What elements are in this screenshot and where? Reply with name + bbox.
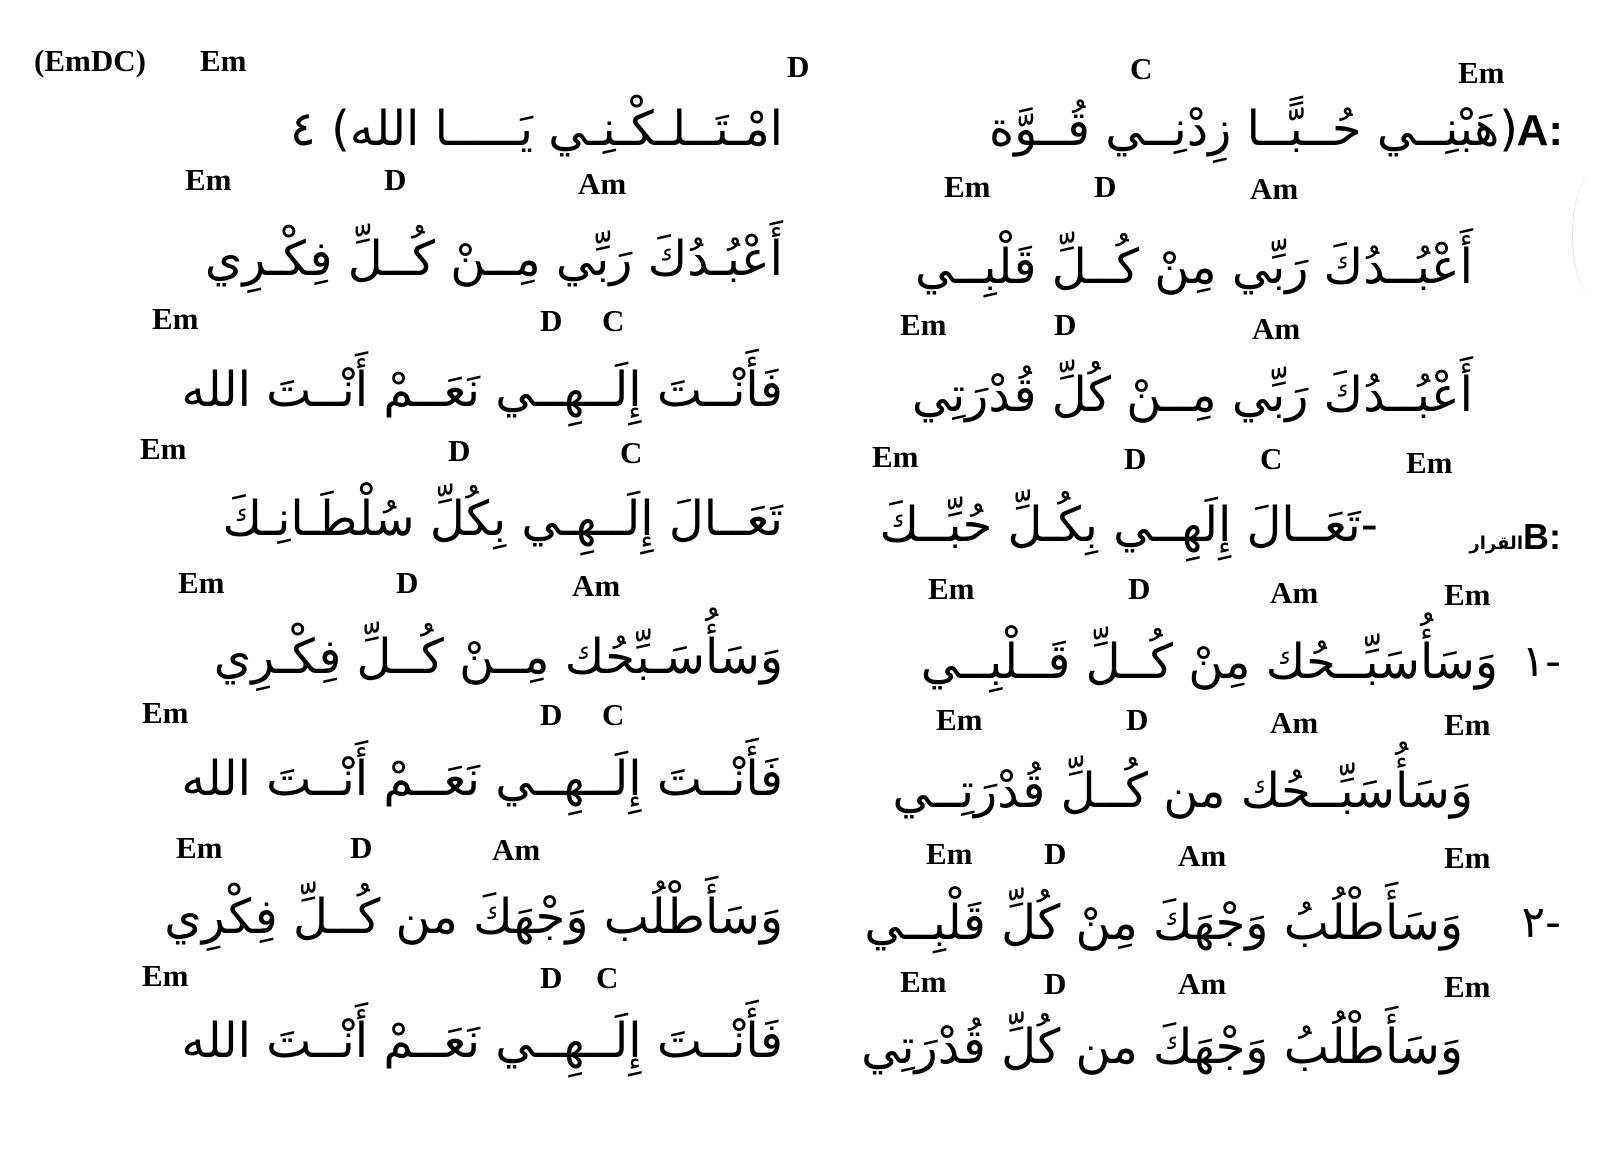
chord: Am bbox=[1178, 966, 1227, 1001]
chord: Am bbox=[578, 166, 627, 201]
section-b-letter: B: bbox=[1523, 516, 1561, 557]
chord: Em bbox=[1458, 55, 1505, 90]
chord: D bbox=[1044, 836, 1067, 871]
chord: C bbox=[602, 303, 625, 338]
verse-number-1: ١- bbox=[1521, 636, 1561, 687]
chord: D bbox=[350, 830, 373, 865]
chord: D bbox=[1124, 441, 1147, 476]
chord: Em bbox=[1444, 840, 1491, 875]
chord: Em bbox=[900, 307, 947, 342]
chord: Em bbox=[176, 830, 223, 865]
chord: D bbox=[1054, 307, 1077, 342]
lyric-line: فَأَنْــتَ إِلَــهِــي نَعَــمْ أَنْــتَ الله bbox=[181, 751, 783, 807]
chord: D bbox=[540, 697, 563, 732]
intro-chords: (EmDC) bbox=[34, 43, 146, 78]
chord: D bbox=[1128, 571, 1151, 606]
chord: C bbox=[1260, 441, 1283, 476]
chord: D bbox=[787, 49, 810, 84]
lyric-line: أَعْبُــدُكَ رَبِّي مِنْ كُــلِّ قَلْبِــي bbox=[915, 239, 1473, 295]
section-a-label: A: bbox=[1516, 106, 1563, 155]
chord: D bbox=[448, 433, 471, 468]
chord: Em bbox=[178, 565, 225, 600]
lyric-line: وَسَأُسَبِّــحُك من كُــلِّ قُدْرَتِــي bbox=[892, 763, 1473, 819]
chord: D bbox=[540, 960, 563, 995]
lyric-line: أَعْبُــدُكَ رَبِّي مِــنْ كُلِّ قُدْرَتِي bbox=[911, 367, 1473, 423]
chord: Am bbox=[1270, 705, 1319, 740]
lyric-line: أَعْبُـدُكَ رَبِّي مِــنْ كُــلِّ فِكْـرِي bbox=[204, 231, 783, 287]
lyric-line: وَسَأَطْلُبُ وَجْهَكَ من كُلِّ قُدْرَتِي bbox=[861, 1019, 1463, 1075]
section-b-tag: القرار bbox=[1469, 533, 1523, 554]
chord: Em bbox=[900, 964, 947, 999]
chord: D bbox=[1094, 169, 1117, 204]
chord: Am bbox=[1270, 575, 1319, 610]
chord: C bbox=[620, 435, 643, 470]
scan-edge-mark bbox=[1572, 175, 1613, 295]
chord: Em bbox=[928, 571, 975, 606]
chord: Em bbox=[140, 431, 187, 466]
chord: Em bbox=[926, 836, 973, 871]
chord: Am bbox=[1250, 171, 1299, 206]
chord: Am bbox=[1178, 838, 1227, 873]
lyric-line: فَأَنْــتَ إِلَــهِــي نَعَــمْ أَنْــتَ الله bbox=[181, 1013, 783, 1069]
chord: C bbox=[596, 960, 619, 995]
chord: Em bbox=[200, 43, 247, 78]
chord: D bbox=[384, 162, 407, 197]
chord: Am bbox=[492, 832, 541, 867]
chord: Em bbox=[1444, 969, 1491, 1004]
lyric-line: تَعَــالَ إِلَــهِـي بِكُلِّ سُلْطَـانِـكَ bbox=[222, 491, 783, 547]
chord: Em bbox=[152, 301, 199, 336]
lyric-line: وَسَأَطْلُب وَجْهَكَ من كُــلِّ فِكْرِي bbox=[164, 889, 783, 945]
chord: Em bbox=[1444, 707, 1491, 742]
chord: Em bbox=[185, 162, 232, 197]
chord: Em bbox=[1444, 577, 1491, 612]
chord: D bbox=[540, 303, 563, 338]
chord: Em bbox=[142, 958, 189, 993]
verse-number-2: ٢- bbox=[1521, 897, 1561, 948]
chord: Em bbox=[1406, 445, 1453, 480]
lyric-line: وَسَأُسَـبِّحُك مِــنْ كُــلِّ فِكْـرِي bbox=[213, 629, 783, 685]
chord: Em bbox=[872, 439, 919, 474]
lyric-line: امْـتَــلـكْـنِـي يَـــــا الله) ٤ bbox=[290, 101, 783, 157]
lyric-line: وَسَأُسَبِّــحُك مِنْ كُــلِّ قَــلْبِــي bbox=[920, 634, 1498, 690]
chord: D bbox=[396, 565, 419, 600]
chord: Em bbox=[936, 702, 983, 737]
lyric-line: (هَبْنِــي حُــبًّــا زِدْنِــي قُــوَّة bbox=[988, 101, 1518, 157]
chord: Am bbox=[1252, 311, 1301, 346]
chord: C bbox=[602, 697, 625, 732]
chord: D bbox=[1126, 702, 1149, 737]
chord: D bbox=[1044, 966, 1067, 1001]
lyric-line: وَسَأَطْلُبُ وَجْهَكَ مِنْ كُلِّ قَلْبِــي bbox=[864, 895, 1463, 951]
chord: Em bbox=[142, 695, 189, 730]
section-b-label bbox=[1469, 502, 1561, 579]
chord: Em bbox=[944, 169, 991, 204]
chord: Am bbox=[572, 568, 621, 603]
lyric-line: -تَعَــالَ إِلَهِــي بِكُـلِّ حُبِّــكَ bbox=[879, 497, 1378, 553]
chord: C bbox=[1130, 51, 1153, 86]
lyric-line: فَأَنْــتَ إِلَــهِــي نَعَــمْ أَنْــتَ الله bbox=[181, 362, 783, 418]
